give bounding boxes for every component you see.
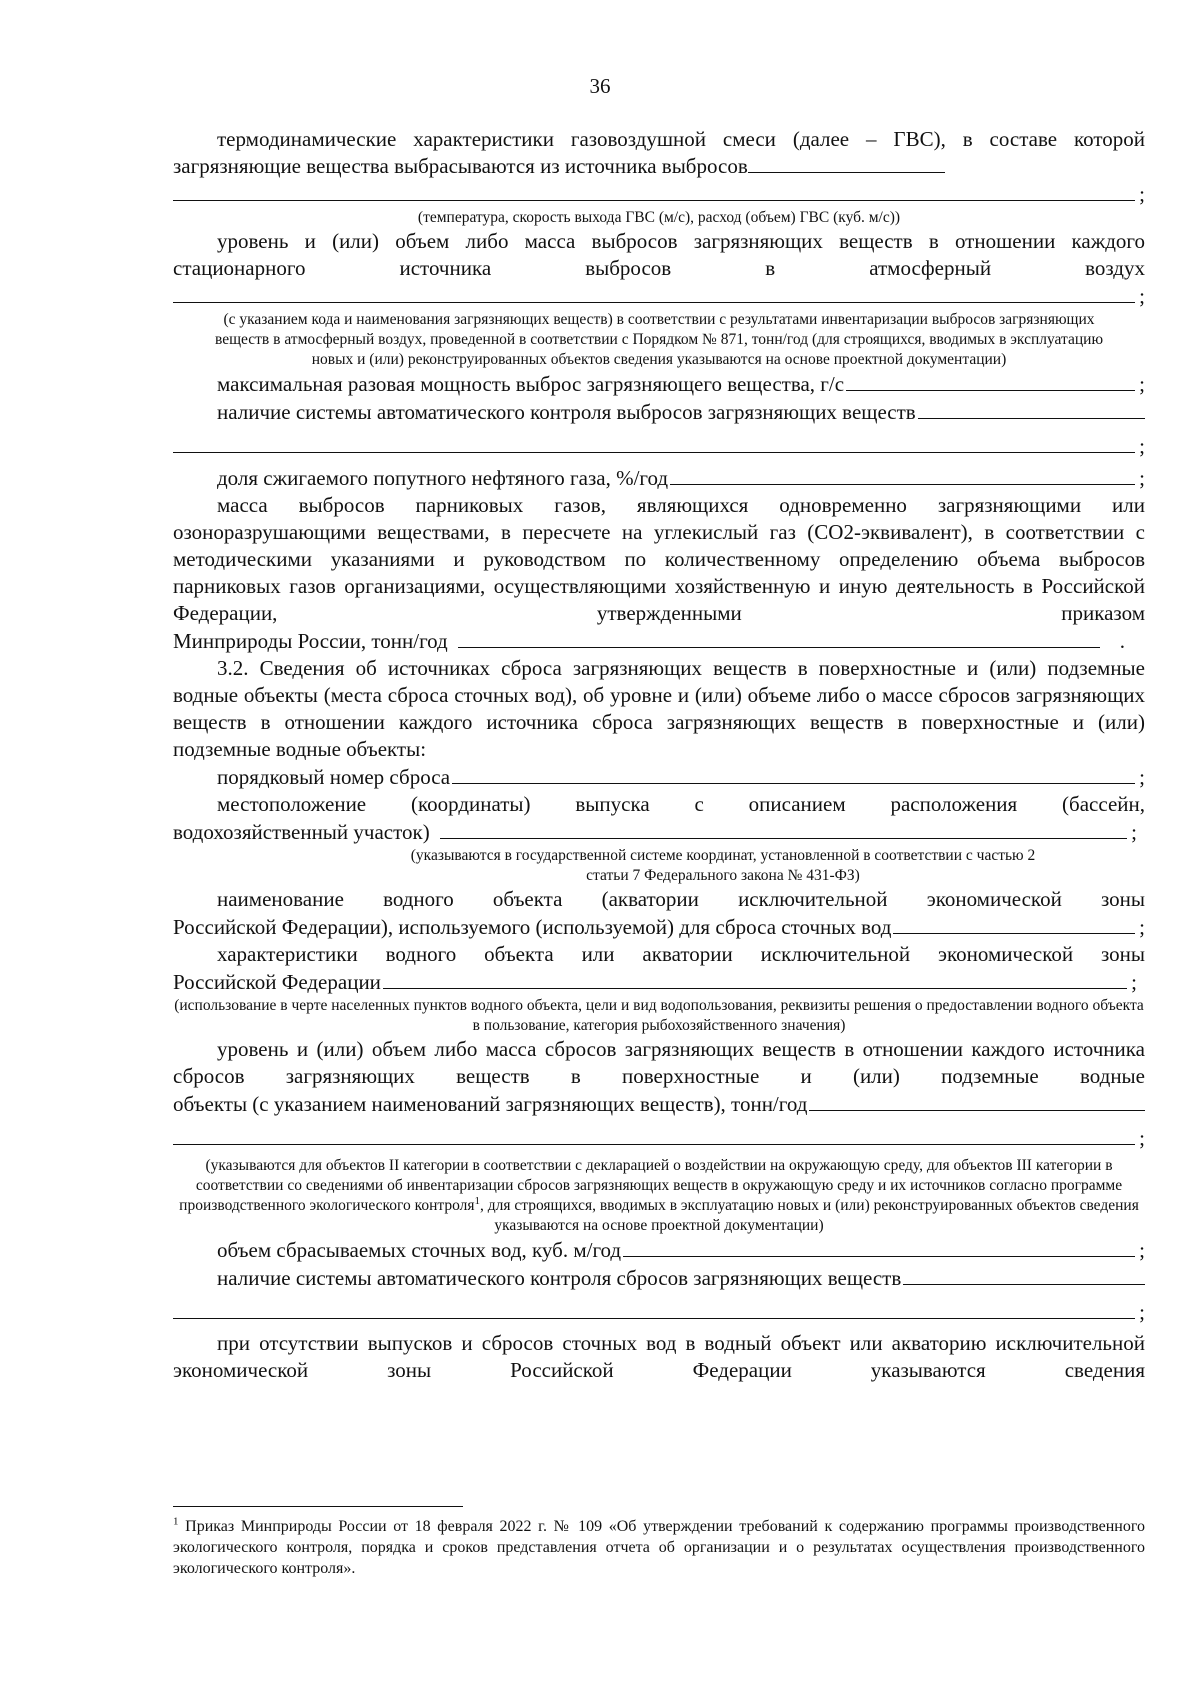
footnote-text: Приказ Минприроды России от 18 февраля 2022 г. № 109 «Об утверждении требований к содержанию программы производственного экологического контроля, порядка и сроков представления отчета об организации и о результатах осуществления производственного экологического контроля». xyxy=(173,1518,1145,1577)
discharge-number-row xyxy=(173,763,1145,791)
auto-control-emissions-blank-line xyxy=(173,432,1135,453)
max-power-blank xyxy=(846,370,1135,391)
auto-control-emissions-row xyxy=(173,398,1145,426)
footnote-separator xyxy=(173,1506,463,1507)
max-power-semicolon: ; xyxy=(1139,372,1145,396)
auto-control-discharges-blank xyxy=(903,1264,1145,1285)
water-name-blank xyxy=(893,913,1135,934)
location-blank xyxy=(440,818,1127,839)
discharge-level-semicolon: ; xyxy=(1139,1126,1145,1150)
discharge-level-blank xyxy=(809,1090,1145,1111)
emission-level-semicolon: ; xyxy=(1139,284,1145,308)
discharge-number-blank xyxy=(452,763,1135,784)
emission-level-blank xyxy=(173,282,1135,303)
water-name-row xyxy=(173,913,1145,941)
greenhouse-blank xyxy=(458,627,1100,648)
footnote-marker: 1 xyxy=(173,1515,179,1528)
greenhouse-period: . xyxy=(1119,629,1125,653)
max-power-row xyxy=(173,370,1145,398)
discharge-level-label: объекты (с указанием наименований загрязняющих веществ), тонн/год xyxy=(173,1092,808,1116)
no-outlets-text: при отсутствии выпусков и сбросов сточных вод в водный объект или акваторию исключительной экономической зоны Российской Федерации указываются сведения xyxy=(173,1331,1145,1382)
auto-control-emissions-blank xyxy=(918,398,1145,419)
gvs-paragraph xyxy=(173,126,1145,180)
water-char-line1: характеристики водного объекта или акватории исключительной экономической зоны xyxy=(217,942,1145,966)
greenhouse-text: масса выбросов парниковых газов, являющихся одновременно загрязняющими или озоноразрушающими веществами, в пересчете на углекислый газ (СО2-эквивалент), в соответствии с методическими указаниями и руководством по количественному определению объема выбросов парниковых газов организациями, осуществляющими хозяйственную и иную деятельность в Российской Федерации, утвержденными приказом xyxy=(173,493,1145,625)
discharge-level-row xyxy=(173,1090,1145,1118)
location-line1: местоположение (координаты) выпуска с описанием расположения (бассейн, xyxy=(217,792,1145,816)
discharge-number-semicolon: ; xyxy=(1139,765,1145,789)
gas-share-semicolon: ; xyxy=(1139,466,1145,490)
emission-level-blank-row xyxy=(173,282,1145,310)
page-number: 36 xyxy=(589,74,611,98)
emission-level-note: (с указанием кода и наименования загрязняющих веществ) в соответствии с результатами инвентаризации выбросов загрязняющих веществ в атмосферный воздух, проведенной в соответствии с Порядком № 871, тонн/год (для строящихся, вводимых в эксплуатацию новых и (или) реконструированных объектов сведения указываются на основе проектной документации) xyxy=(214,311,1104,368)
discharge-number-label: порядковый номер сброса xyxy=(217,765,451,789)
emission-level-line1: уровень и (или) объем либо масса выбросов загрязняющих веществ в отношении каждого xyxy=(217,229,1145,253)
auto-control-discharges-row xyxy=(173,1264,1145,1292)
auto-control-emissions-semicolon: ; xyxy=(1139,434,1145,458)
emission-level-line2: стационарного источника выбросов в атмосферный воздух xyxy=(173,256,1145,280)
discharge-note xyxy=(173,1156,1145,1236)
greenhouse-last-row xyxy=(173,627,1145,655)
gvs-blank-line xyxy=(173,180,1135,201)
auto-control-discharges-blank-line xyxy=(173,1298,1135,1319)
footnote-ref: 1 xyxy=(474,1194,480,1207)
water-char-row xyxy=(173,968,1145,996)
gvs-blank xyxy=(748,154,945,173)
gvs-text: термодинамические характеристики газовоздушной смеси (далее – ГВС), в составе которой загрязняющие вещества выбрасываются из источника выбросов xyxy=(173,127,1145,178)
water-char-blank xyxy=(383,968,1127,989)
discharge-level-blank-line xyxy=(173,1124,1135,1145)
greenhouse-last-label: Минприроды России, тонн/год xyxy=(173,629,448,653)
auto-control-discharges-full-row xyxy=(173,1298,1145,1326)
discharge-note-b: , для строящихся, вводимых в эксплуатацию новых и (или) реконструированных объектов сведения указываются на основе проектной документации) xyxy=(480,1197,1139,1234)
main-content xyxy=(173,126,1145,1384)
footnote xyxy=(173,1516,1145,1579)
auto-control-discharges-semicolon: ; xyxy=(1139,1300,1145,1324)
location-row xyxy=(173,818,1145,846)
water-name-label: Российской Федерации), используемого (используемой) для сброса сточных вод xyxy=(173,915,892,939)
location-label: водохозяйственный участок) xyxy=(173,820,430,844)
water-name-semicolon: ; xyxy=(1139,915,1145,939)
water-name-line1: наименование водного объекта (акватории исключительной экономической зоны xyxy=(217,887,1145,911)
water-char-label: Российской Федерации xyxy=(173,970,381,994)
water-char-semicolon: ; xyxy=(1131,970,1137,994)
discharge-level-text: уровень и (или) объем либо масса сбросов загрязняющих веществ в отношении каждого источника сбросов загрязняющих веществ в поверхностные и (или) подземные водные xyxy=(173,1037,1145,1088)
location-semicolon: ; xyxy=(1131,820,1137,844)
location-note: (указываются в государственной системе координат, установленной в соответствии с частью 2 статьи 7 Федерального закона № 431-ФЗ) xyxy=(410,847,1036,884)
gas-share-label: доля сжигаемого попутного нефтяного газа, %/год xyxy=(217,466,669,490)
wastewater-volume-label: объем сбрасываемых сточных вод, куб. м/год xyxy=(217,1238,622,1262)
gvs-full-blank-row xyxy=(173,180,1145,208)
auto-control-emissions-full-row xyxy=(173,432,1145,460)
wastewater-volume-semicolon: ; xyxy=(1139,1238,1145,1262)
section-3-2: 3.2. Сведения об источниках сброса загрязняющих веществ в поверхностные и (или) подземные водные объекты (места сброса сточных вод), об уровне и (или) объеме либо о массе сбросов загрязняющих веществ в отношении каждого источника сброса загрязняющих веществ в поверхностные и (или) подземные водные объекты: xyxy=(173,656,1145,761)
max-power-label: максимальная разовая мощность выброс загрязняющего вещества, г/с xyxy=(217,372,845,396)
gvs-note: (температура, скорость выхода ГВС (м/с), расход (объем) ГВС (куб. м/с)) xyxy=(417,209,901,226)
auto-control-discharges-label: наличие системы автоматического контроля сбросов загрязняющих веществ xyxy=(217,1266,902,1290)
gas-share-blank xyxy=(670,464,1135,485)
discharge-note-a: (указываются для объектов II категории в соответствии с декларацией о воздействии на окружающую среду, для объектов III категории в соответствии со сведениями об инвентаризации сбросов загрязняющих веществ в окружающую среду и их источников согласно программе производственного экологического контроля xyxy=(179,1157,1123,1214)
auto-control-emissions-label: наличие системы автоматического контроля выбросов загрязняющих веществ xyxy=(217,400,916,424)
gvs-semicolon: ; xyxy=(1139,182,1145,206)
water-char-note: (использование в черте населенных пунктов водного объекта, цели и вид водопользования, реквизиты решения о предоставлении водного объекта в пользование, категория рыбохозяйственного значения) xyxy=(174,997,1144,1034)
discharge-level-full-row xyxy=(173,1124,1145,1152)
wastewater-volume-row xyxy=(173,1236,1145,1264)
gas-share-row xyxy=(173,464,1145,492)
wastewater-volume-blank xyxy=(623,1236,1135,1257)
